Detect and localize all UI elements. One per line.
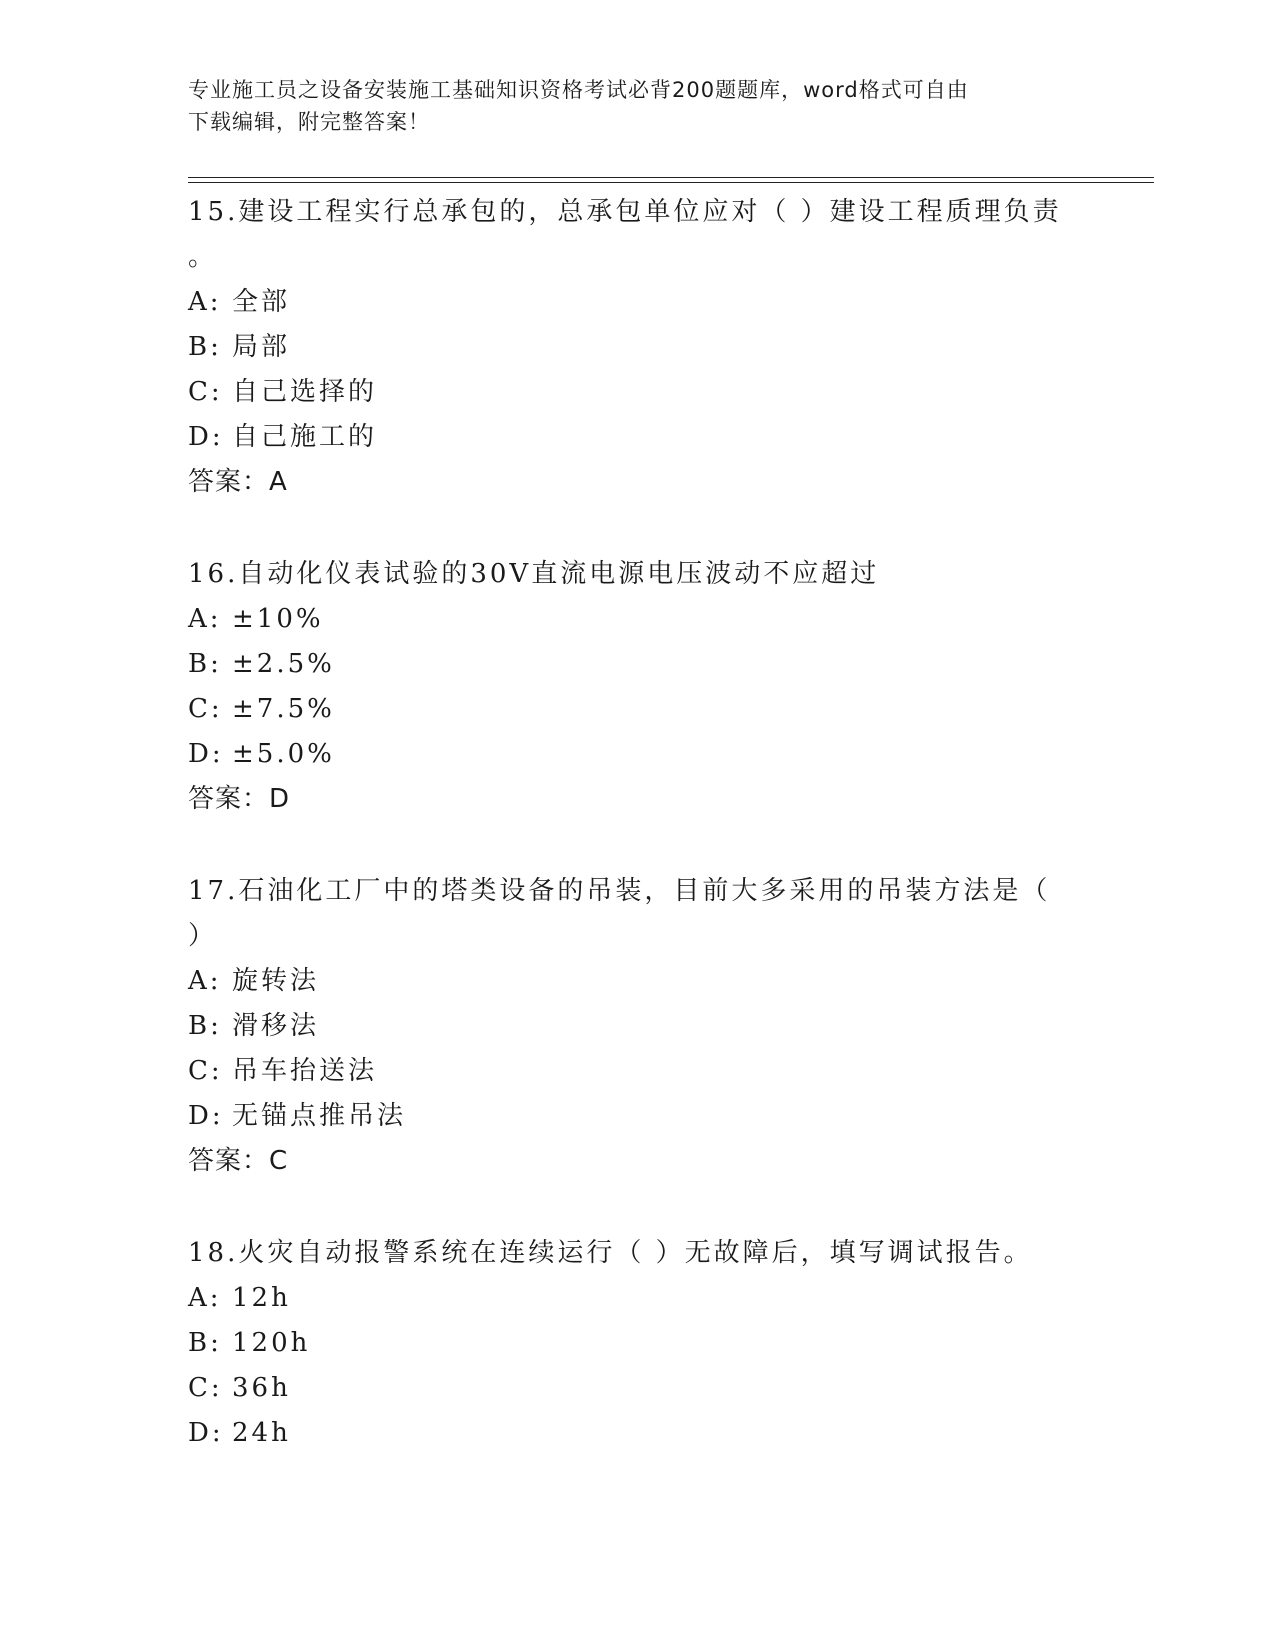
option-letter: C: [188,694,223,724]
question-18 [188,1231,1068,1456]
answer-line: 答案：D [188,784,291,814]
option-a [188,959,1068,1004]
option-letter: B: [188,649,222,679]
option-letter: B: [188,1011,222,1041]
option-text: 自己施工的 [232,422,378,452]
answer-line: 答案：C [188,1146,289,1176]
option-b [188,642,1068,687]
option-text: 旋转法 [232,966,320,996]
option-text: 无锚点推吊法 [232,1101,407,1131]
option-text: 全部 [232,287,291,317]
option-d [188,732,1068,777]
question-stem: 15.建设工程实行总承包的，总承包单位应对（ ）建设工程质理负责 [188,197,1062,227]
option-c [188,1366,1068,1411]
question-spacer [188,1184,1068,1231]
option-letter: C: [188,1373,223,1403]
option-letter: A: [188,1283,222,1313]
option-letter: D: [188,1101,224,1131]
option-d [188,1094,1068,1139]
option-b [188,1321,1068,1366]
question-stem-continuation: 。 [188,242,218,272]
option-text: 12h [232,1283,291,1313]
option-a [188,597,1068,642]
option-a [188,280,1068,325]
option-letter: B: [188,332,222,362]
option-letter: C: [188,1056,223,1086]
option-letter: B: [188,1328,222,1358]
option-text: 120h [232,1328,311,1358]
question-stem: 16.自动化仪表试验的30V直流电源电压波动不应超过 [188,559,880,589]
option-text: ±5.0% [232,739,335,769]
option-d [188,415,1068,460]
option-text: ±10% [232,604,324,634]
option-text: 吊车抬送法 [232,1056,378,1086]
option-text: 36h [232,1373,291,1403]
option-letter: A: [188,604,222,634]
question-17 [188,869,1068,1184]
option-letter: D: [188,1418,224,1448]
option-b [188,325,1068,370]
question-15 [188,190,1068,505]
question-stem: 17.石油化工厂中的塔类设备的吊装，目前大多采用的吊装方法是（ [188,876,1051,906]
question-spacer [188,822,1068,869]
option-text: 24h [232,1418,291,1448]
option-c [188,687,1068,732]
document-header [188,74,1068,138]
option-text: ±2.5% [232,649,335,679]
option-a [188,1276,1068,1321]
answer-line: 答案：A [188,467,288,497]
header-divider-bottom [188,182,1154,183]
option-text: 自己选择的 [232,377,378,407]
option-letter: A: [188,966,222,996]
option-letter: A: [188,287,222,317]
option-letter: D: [188,422,224,452]
option-text: ±7.5% [232,694,335,724]
option-text: 滑移法 [232,1011,320,1041]
option-c [188,1049,1068,1094]
question-list [188,190,1068,1456]
option-letter: D: [188,739,224,769]
option-letter: C: [188,377,223,407]
header-line-2: 下载编辑，附完整答案！ [188,110,430,134]
question-spacer [188,505,1068,552]
question-16 [188,552,1068,822]
header-divider-top [188,177,1154,178]
option-c [188,370,1068,415]
option-text: 局部 [232,332,291,362]
header-line-1: 专业施工员之设备安装施工基础知识资格考试必背200题题库，word格式可自由 [188,78,969,102]
option-d [188,1411,1068,1456]
question-stem-continuation: ） [188,921,218,951]
question-stem: 18.火灾自动报警系统在连续运行（ ）无故障后，填写调试报告。 [188,1238,1033,1268]
option-b [188,1004,1068,1049]
